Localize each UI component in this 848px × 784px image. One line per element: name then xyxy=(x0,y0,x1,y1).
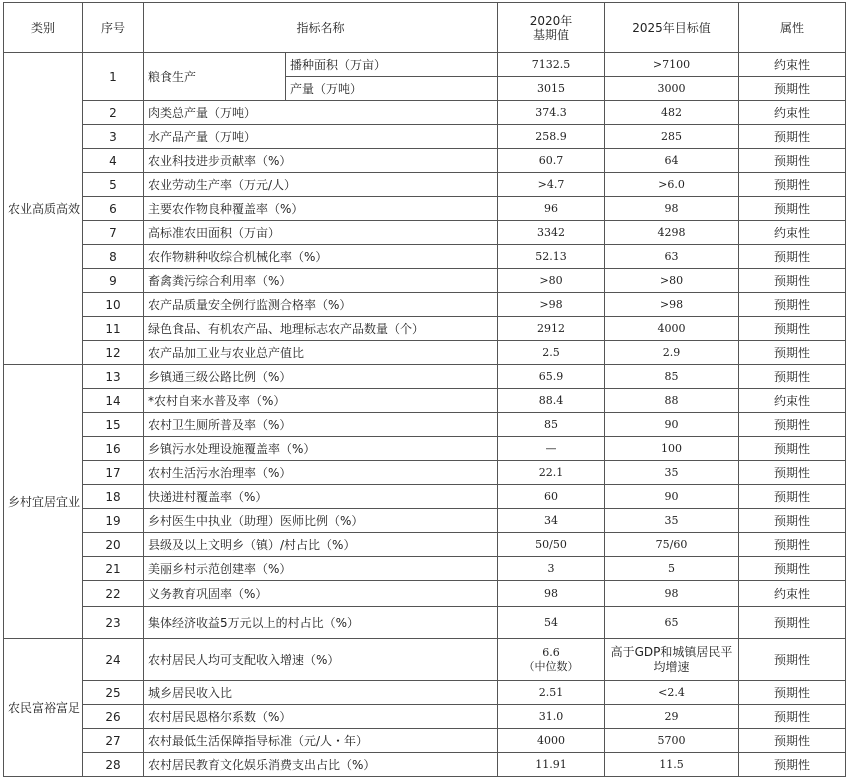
indicator-name: 高标准农田面积（万亩） xyxy=(144,221,498,245)
table-row xyxy=(4,149,846,173)
target-value: 100 xyxy=(605,437,739,461)
attribute-value: 预期性 xyxy=(739,607,846,639)
serial-cell: 14 xyxy=(83,389,144,413)
target-value: 2.9 xyxy=(605,341,739,365)
attribute-value: 预期性 xyxy=(739,729,846,753)
table-row xyxy=(4,485,846,509)
attribute-value: 预期性 xyxy=(739,197,846,221)
attribute-value: 约束性 xyxy=(739,389,846,413)
attribute-value: 预期性 xyxy=(739,533,846,557)
target-value: 90 xyxy=(605,413,739,437)
serial-cell: 15 xyxy=(83,413,144,437)
table-row xyxy=(4,173,846,197)
target-value: 65 xyxy=(605,607,739,639)
table-row xyxy=(4,125,846,149)
category-cell: 农民富裕富足 xyxy=(4,639,83,777)
indicator-name: 农村居民教育文化娱乐消费支出占比（%） xyxy=(144,753,498,777)
header-base-year: 2020年 xyxy=(529,13,573,28)
table-row xyxy=(4,269,846,293)
table-row xyxy=(4,437,846,461)
base-value: >80 xyxy=(498,269,605,293)
indicator-name: 集体经济收益5万元以上的村占比（%） xyxy=(144,607,498,639)
target-value: 285 xyxy=(605,125,739,149)
serial-cell: 7 xyxy=(83,221,144,245)
attribute-value: 预期性 xyxy=(739,461,846,485)
table-row xyxy=(4,221,846,245)
base-value: 60.7 xyxy=(498,149,605,173)
base-value: 2912 xyxy=(498,317,605,341)
target-value: 98 xyxy=(605,197,739,221)
target-value: 85 xyxy=(605,365,739,389)
target-value: 5700 xyxy=(605,729,739,753)
indicator-name: 快递进村覆盖率（%） xyxy=(144,485,498,509)
attribute-value: 预期性 xyxy=(739,705,846,729)
target-value: 90 xyxy=(605,485,739,509)
base-value: 4000 xyxy=(498,729,605,753)
attribute-value: 预期性 xyxy=(739,149,846,173)
attribute-value: 约束性 xyxy=(739,581,846,607)
attribute-value: 预期性 xyxy=(739,557,846,581)
header-target-value: 2025年目标值 xyxy=(605,3,739,53)
base-value: 88.4 xyxy=(498,389,605,413)
base-value: 2.51 xyxy=(498,681,605,705)
target-value: >98 xyxy=(605,293,739,317)
indicator-table xyxy=(3,2,846,777)
base-value: 34 xyxy=(498,509,605,533)
serial-cell: 5 xyxy=(83,173,144,197)
serial-cell: 18 xyxy=(83,485,144,509)
attribute-value: 预期性 xyxy=(739,485,846,509)
target-value: 35 xyxy=(605,509,739,533)
indicator-name: 农村生活污水治理率（%） xyxy=(144,461,498,485)
indicator-name: 义务教育巩固率（%） xyxy=(144,581,498,607)
base-value: 50/50 xyxy=(498,533,605,557)
indicator-name: 农产品质量安全例行监测合格率（%） xyxy=(144,293,498,317)
base-value: 85 xyxy=(498,413,605,437)
indicator-name: 农村居民恩格尔系数（%） xyxy=(144,705,498,729)
base-value: 258.9 xyxy=(498,125,605,149)
attribute-value: 预期性 xyxy=(739,365,846,389)
attribute-value: 预期性 xyxy=(739,269,846,293)
target-value: >80 xyxy=(605,269,739,293)
header-base-value xyxy=(498,3,605,53)
header-attribute: 属性 xyxy=(739,3,846,53)
indicator-name: 肉类总产量（万吨） xyxy=(144,101,498,125)
target-value: 98 xyxy=(605,581,739,607)
table-row xyxy=(4,101,846,125)
target-value-line2: 均增速 xyxy=(653,659,690,674)
serial-cell: 13 xyxy=(83,365,144,389)
base-value: 60 xyxy=(498,485,605,509)
target-value: 35 xyxy=(605,461,739,485)
serial-cell: 2 xyxy=(83,101,144,125)
indicator-name: 乡镇通三级公路比例（%） xyxy=(144,365,498,389)
table-row xyxy=(4,729,846,753)
table-row xyxy=(4,389,846,413)
base-value: 31.0 xyxy=(498,705,605,729)
table-row xyxy=(4,365,846,389)
base-value-note: （中位数） xyxy=(523,659,579,673)
serial-cell: 25 xyxy=(83,681,144,705)
table-row xyxy=(4,461,846,485)
indicator-name: 主要农作物良种覆盖率（%） xyxy=(144,197,498,221)
attribute-value: 预期性 xyxy=(739,509,846,533)
table-row xyxy=(4,639,846,681)
category-cell: 乡村宜居宜业 xyxy=(4,365,83,639)
indicator-name: 农作物耕种收综合机械化率（%） xyxy=(144,245,498,269)
attribute-value: 约束性 xyxy=(739,53,846,77)
indicator-name: 畜禽粪污综合利用率（%） xyxy=(144,269,498,293)
indicator-name: 绿色食品、有机农产品、地理标志农产品数量（个） xyxy=(144,317,498,341)
attribute-value: 预期性 xyxy=(739,293,846,317)
serial-cell: 6 xyxy=(83,197,144,221)
table-row xyxy=(4,509,846,533)
table-row xyxy=(4,341,846,365)
base-value: >98 xyxy=(498,293,605,317)
attribute-value: 约束性 xyxy=(739,221,846,245)
table-row xyxy=(4,293,846,317)
table-row xyxy=(4,607,846,639)
table-row xyxy=(4,705,846,729)
header-row xyxy=(4,3,846,53)
base-value: 3 xyxy=(498,557,605,581)
attribute-value: 预期性 xyxy=(739,639,846,681)
target-value: 63 xyxy=(605,245,739,269)
target-value: 4000 xyxy=(605,317,739,341)
base-value: 65.9 xyxy=(498,365,605,389)
serial-cell: 17 xyxy=(83,461,144,485)
attribute-value: 预期性 xyxy=(739,413,846,437)
base-value: 374.3 xyxy=(498,101,605,125)
serial-cell: 27 xyxy=(83,729,144,753)
indicator-name: 城乡居民收入比 xyxy=(144,681,498,705)
target-value: 5 xyxy=(605,557,739,581)
serial-cell: 16 xyxy=(83,437,144,461)
target-value: >6.0 xyxy=(605,173,739,197)
target-value: >7100 xyxy=(605,53,739,77)
attribute-value: 预期性 xyxy=(739,245,846,269)
indicator-name: 县级及以上文明乡（镇）/村占比（%） xyxy=(144,533,498,557)
indicator-name: 乡镇污水处理设施覆盖率（%） xyxy=(144,437,498,461)
indicator-name: 农业劳动生产率（万元/人） xyxy=(144,173,498,197)
target-value: 3000 xyxy=(605,77,739,101)
indicator-name: *农村自来水普及率（%） xyxy=(144,389,498,413)
attribute-value: 预期性 xyxy=(739,753,846,777)
table-row xyxy=(4,317,846,341)
target-value xyxy=(605,639,739,681)
target-value: 29 xyxy=(605,705,739,729)
target-value: 88 xyxy=(605,389,739,413)
header-category: 类别 xyxy=(4,3,83,53)
indicator-name: 农业科技进步贡献率（%） xyxy=(144,149,498,173)
indicator-name: 农村居民人均可支配收入增速（%） xyxy=(144,639,498,681)
serial-cell: 8 xyxy=(83,245,144,269)
indicator-name: 农村卫生厕所普及率（%） xyxy=(144,413,498,437)
serial-cell: 19 xyxy=(83,509,144,533)
sub-indicator-name: 播种面积（万亩） xyxy=(286,53,498,77)
header-base-label: 基期值 xyxy=(533,27,570,42)
base-value: 11.91 xyxy=(498,753,605,777)
sub-indicator-name: 产量（万吨） xyxy=(286,77,498,101)
serial-cell: 3 xyxy=(83,125,144,149)
serial-cell: 20 xyxy=(83,533,144,557)
attribute-value: 约束性 xyxy=(739,101,846,125)
base-value: 3342 xyxy=(498,221,605,245)
table-row xyxy=(4,413,846,437)
target-value: 11.5 xyxy=(605,753,739,777)
table-row xyxy=(4,753,846,777)
target-value: 75/60 xyxy=(605,533,739,557)
indicator-name: 水产品产量（万吨） xyxy=(144,125,498,149)
indicator-name: 乡村医生中执业（助理）医师比例（%） xyxy=(144,509,498,533)
serial-cell: 11 xyxy=(83,317,144,341)
attribute-value: 预期性 xyxy=(739,681,846,705)
attribute-value: 预期性 xyxy=(739,437,846,461)
base-value-number: 6.6 xyxy=(542,645,560,659)
base-value: >4.7 xyxy=(498,173,605,197)
base-value: 3015 xyxy=(498,77,605,101)
serial-cell: 10 xyxy=(83,293,144,317)
serial-cell: 28 xyxy=(83,753,144,777)
base-value: 96 xyxy=(498,197,605,221)
target-value: <2.4 xyxy=(605,681,739,705)
indicator-name: 农产品加工业与农业总产值比 xyxy=(144,341,498,365)
serial-cell: 12 xyxy=(83,341,144,365)
table-row xyxy=(4,581,846,607)
indicator-name: 农村最低生活保障指导标准（元/人・年） xyxy=(144,729,498,753)
table-row xyxy=(4,245,846,269)
serial-cell: 1 xyxy=(83,53,144,101)
serial-cell: 26 xyxy=(83,705,144,729)
indicator-name: 粮食生产 xyxy=(144,53,286,101)
serial-cell: 24 xyxy=(83,639,144,681)
table-row xyxy=(4,557,846,581)
attribute-value: 预期性 xyxy=(739,341,846,365)
serial-cell: 23 xyxy=(83,607,144,639)
base-value: 2.5 xyxy=(498,341,605,365)
serial-cell: 4 xyxy=(83,149,144,173)
serial-cell: 21 xyxy=(83,557,144,581)
attribute-value: 预期性 xyxy=(739,77,846,101)
target-value: 482 xyxy=(605,101,739,125)
target-value: 4298 xyxy=(605,221,739,245)
attribute-value: 预期性 xyxy=(739,173,846,197)
base-value: 52.13 xyxy=(498,245,605,269)
table-row xyxy=(4,197,846,221)
base-value: 54 xyxy=(498,607,605,639)
attribute-value: 预期性 xyxy=(739,125,846,149)
serial-cell: 22 xyxy=(83,581,144,607)
table-row xyxy=(4,533,846,557)
base-value: 98 xyxy=(498,581,605,607)
header-serial: 序号 xyxy=(83,3,144,53)
base-value: 7132.5 xyxy=(498,53,605,77)
serial-cell: 9 xyxy=(83,269,144,293)
base-value: 22.1 xyxy=(498,461,605,485)
header-indicator: 指标名称 xyxy=(144,3,498,53)
target-value: 64 xyxy=(605,149,739,173)
base-value xyxy=(498,639,605,681)
table-row xyxy=(4,53,846,77)
attribute-value: 预期性 xyxy=(739,317,846,341)
target-value-line1: 高于GDP和城镇居民平 xyxy=(610,644,733,659)
base-value: — xyxy=(498,437,605,461)
category-cell: 农业高质高效 xyxy=(4,53,83,365)
table-row xyxy=(4,681,846,705)
indicator-name: 美丽乡村示范创建率（%） xyxy=(144,557,498,581)
